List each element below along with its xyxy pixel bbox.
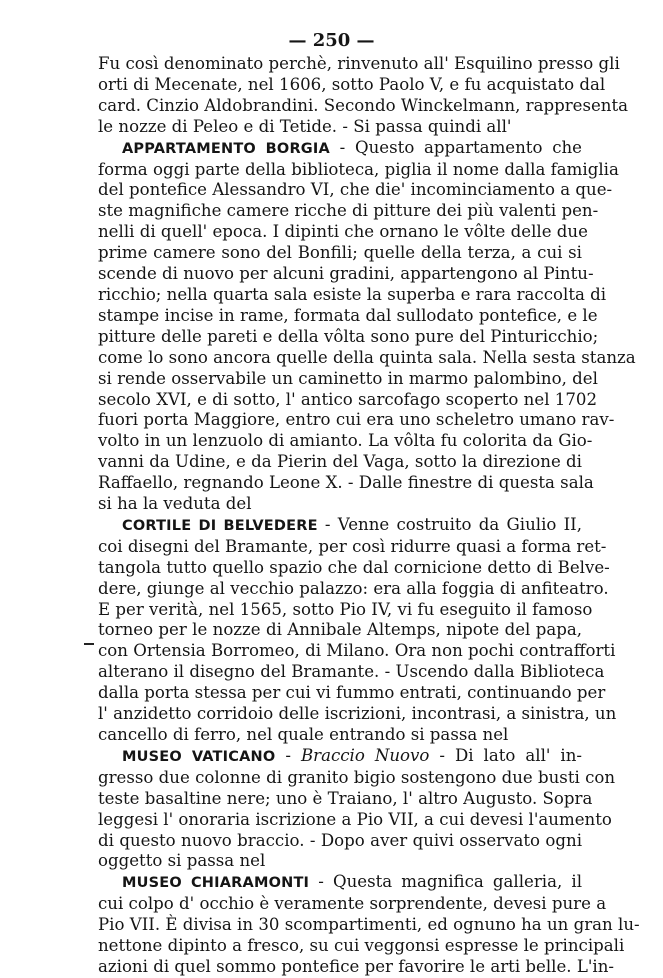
section-heading-line: [98, 746, 582, 768]
line-text: come lo sono ancora quelle della quinta sala. Nella sesta stanza: [98, 347, 636, 367]
line-text: gresso due colonne di granito bigio sostengono due busti con: [98, 767, 616, 787]
line-text: fuori porta Maggiore, entro cui era uno scheletro umano rav-: [98, 410, 615, 430]
text-line: [98, 473, 594, 494]
text-line: [98, 201, 599, 222]
line-text: di questo nuovo braccio. - Dopo aver quivi osservato ogni: [98, 830, 582, 850]
line-text: vanni da Udine, e da Pierin del Vaga, sotto la direzione di: [98, 452, 582, 472]
section-heading-line: [98, 515, 582, 537]
line-text: pitture delle pareti e della vôlta sono pure del Pinturicchio;: [98, 326, 599, 346]
section-title: APPARTAMENTO BORGIA: [122, 140, 330, 157]
text-line: [98, 452, 582, 473]
text-line: [98, 95, 629, 117]
text-line: [98, 54, 620, 75]
text-line: [98, 180, 613, 201]
line-text: torneo per le nozze di Annibale Altemps, nipote del papa,: [98, 620, 582, 640]
section-title: CORTILE DI BELVEDERE: [122, 517, 318, 534]
text-line: [98, 767, 616, 789]
line-text: - Di lato all' in-: [429, 745, 583, 765]
line-text: nelli di quell' epoca. I dipinti che ornano le vôlte delle due: [98, 222, 588, 242]
text-line: [98, 305, 598, 327]
text-line: [98, 74, 606, 96]
text-line: [98, 117, 582, 138]
text-line: [98, 347, 636, 369]
line-text: prime camere sono del Bonfili; quelle della terza, a cui si: [98, 243, 582, 263]
text-line: [98, 683, 606, 704]
line-text: - Questo appartamento che: [329, 137, 583, 157]
section-heading-line: [98, 872, 582, 894]
line-text: le nozze di Peleo e di Tetide. - Si passa quindi all': [98, 116, 512, 136]
text-line: [98, 264, 594, 285]
text-line: [98, 326, 599, 348]
line-text: dalla porta stessa per cui vi fummo entrati, continuando per: [98, 683, 606, 703]
text-line: [98, 641, 616, 662]
line-text: - Venne costruito da Giulio II,: [317, 514, 582, 534]
text-line: [98, 557, 610, 579]
line-text: coi disegni del Bramante, per così ridurre quasi a forma ret-: [98, 536, 607, 556]
line-text: Raffaello, regnando Leone X. - Dalle finestre di questa sala: [98, 473, 594, 493]
line-text: stampe incise in rame, formata dal sullodato pontefice, e le: [98, 305, 598, 325]
text-line: [98, 704, 617, 725]
line-text: con Ortensia Borromeo, di Milano. Ora non pochi contrafforti: [98, 641, 616, 661]
line-text: card. Cinzio Aldobrandini. Secondo Winckelmann, rappresenta: [98, 95, 629, 115]
line-text: scende di nuovo per alcuni gradini, appartengono al Pintu-: [98, 264, 594, 284]
text-line: [98, 243, 582, 264]
text-line: [98, 725, 582, 746]
line-text: dere, giunge al vecchio palazzo: era alla foggia di anfiteatro.: [98, 578, 609, 598]
text-line: [98, 936, 625, 957]
page-number: — 250 —: [288, 30, 375, 51]
text-line: [98, 956, 615, 978]
line-text: cui colpo d' occhio è veramente sorprendente, devesi pure a: [98, 894, 607, 914]
text-line: [98, 222, 588, 243]
line-text: Pio VII. È divisa in 30 scompartimenti, ed ognuno ha un gran lu-: [98, 915, 640, 935]
line-text: tangola tutto quello spazio che dal cornicione detto di Belve-: [98, 557, 610, 577]
line-text: - Questa magnifica galleria, il: [309, 872, 582, 892]
text-line: [98, 389, 598, 411]
text-line: [98, 915, 640, 936]
italic-subtitle: Braccio Nuovo: [300, 745, 430, 765]
text-line: [98, 894, 607, 915]
line-text: azioni di quel sommo pontefice per favorire le arti belle. L'in-: [98, 956, 615, 976]
text-line: [98, 284, 607, 306]
margin-mark: [84, 643, 94, 645]
line-text: si rende osservabile un caminetto in marmo palombino, del: [98, 368, 598, 388]
text-line: [98, 599, 593, 621]
line-text: ricchio; nella quarta sala esiste la superba e rara raccolta di: [98, 284, 607, 304]
section-heading-line: [98, 138, 582, 160]
line-text: E per verità, nel 1565, sotto Pio IV, vi fu eseguito il famoso: [98, 599, 593, 619]
text-line: [98, 159, 619, 181]
line-text: del pontefice Alessandro VI, che die' incominciamento a que-: [98, 180, 613, 200]
body-text: [98, 54, 640, 978]
line-text: oggetto si passa nel: [98, 851, 266, 871]
text-line: [98, 620, 582, 641]
text-line: [98, 494, 582, 515]
text-line: [98, 431, 593, 452]
line-text: secolo XVI, e di sotto, l' antico sarcofago scoperto nel 1702: [98, 389, 598, 409]
section-title: MUSEO VATICANO: [122, 748, 276, 765]
text-line: [98, 368, 598, 390]
text-line: [98, 788, 593, 810]
line-text: forma oggi parte della biblioteca, piglia il nome dalla famiglia: [98, 159, 619, 179]
text-line: [98, 578, 609, 600]
line-text: teste basaltine nere; uno è Traiano, l' altro Augusto. Sopra: [98, 788, 593, 808]
text-line: [98, 662, 605, 683]
line-text: leggesi l' onoraria iscrizione a Pio VII, a cui devesi l'aumento: [98, 809, 612, 829]
text-line: [98, 809, 612, 831]
text-line: [98, 831, 582, 852]
line-text: ste magnifiche camere ricche di pitture dei più valenti pen-: [98, 201, 599, 221]
line-text: cancello di ferro, nel quale entrando si passa nel: [98, 725, 509, 744]
line-text: Fu così denominato perchè, rinvenuto all' Esquilino presso gli: [98, 54, 620, 73]
text-line: [98, 536, 607, 558]
line-text: si ha la veduta del: [98, 494, 252, 514]
line-text: alterano il disegno del Bramante. - Uscendo dalla Biblioteca: [98, 662, 605, 682]
text-line: [98, 851, 582, 872]
line-text: volto in un lenzuolo di amianto. La vôlta fu colorita da Gio-: [98, 431, 593, 451]
line-text: -: [275, 745, 301, 765]
line-text: orti di Mecenate, nel 1606, sotto Paolo V, e fu acquistato dal: [98, 74, 606, 94]
text-line: [98, 410, 615, 431]
line-text: nettone dipinto a fresco, su cui veggonsi espresse le principali: [98, 936, 625, 956]
line-text: l' anzidetto corridoio delle iscrizioni, incontrasi, a sinistra, un: [98, 704, 617, 724]
section-title: MUSEO CHIARAMONTI: [122, 875, 310, 892]
